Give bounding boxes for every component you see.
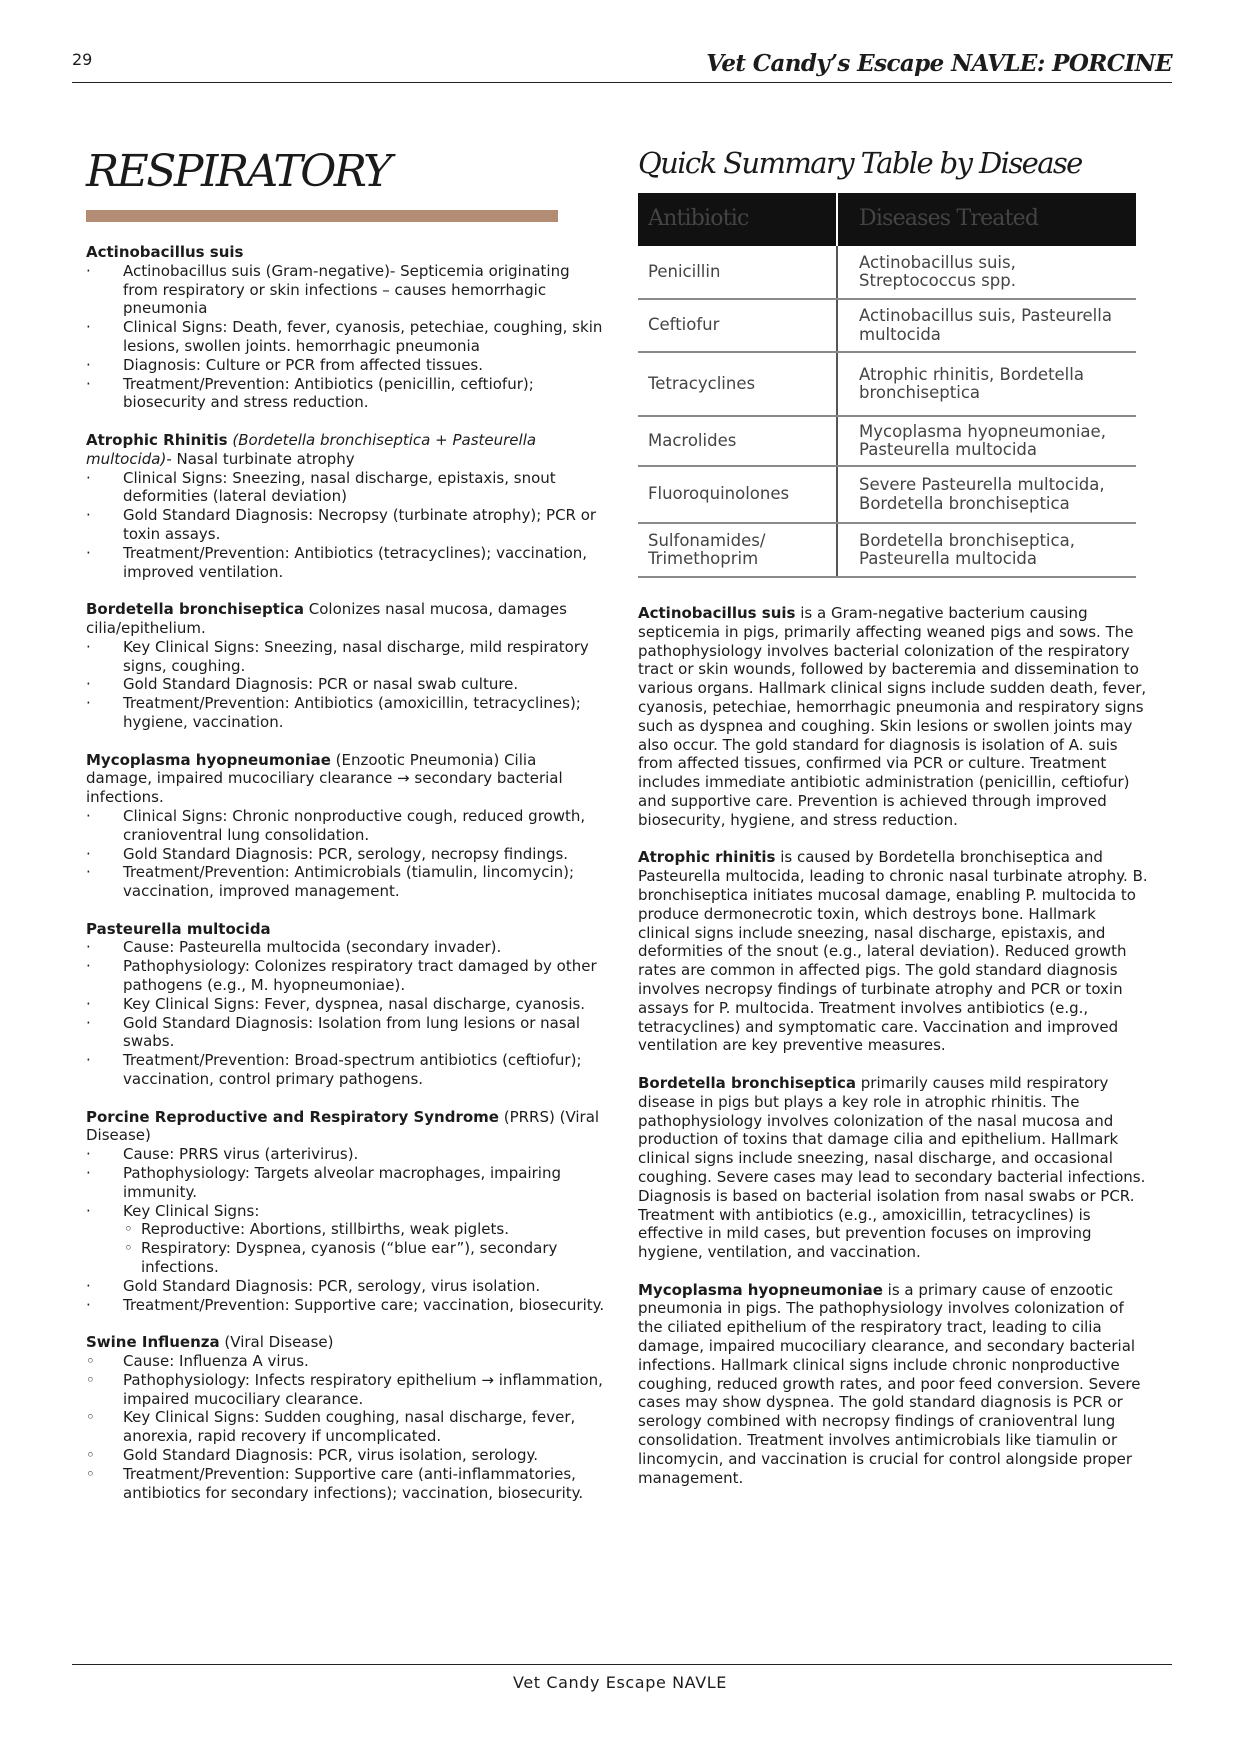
list-item: · Treatment/Prevention: Antibiotics (penicillin, ceftiofur); biosecurity and stress reduction. (86, 375, 606, 413)
table-row (638, 353, 1136, 417)
paragraph-lead: Atrophic rhinitis (638, 848, 776, 867)
list-item: ◦ Treatment/Prevention: Supportive care (anti-inflammatories, antibiotics for secondary infections); vaccination, biosecurity. (86, 1465, 606, 1503)
list-item: · Gold Standard Diagnosis: PCR, serology, virus isolation. (86, 1277, 606, 1296)
paragraph-lead: Mycoplasma hyopneumoniae (638, 1280, 883, 1299)
list-item: · Pathophysiology: Targets alveolar macrophages, impairing immunity. (86, 1164, 606, 1202)
list-item: · Treatment/Prevention: Supportive care; vaccination, biosecurity. (86, 1296, 606, 1315)
list-item: · Cause: PRRS virus (arterivirus). (86, 1145, 606, 1164)
list-item: · Pathophysiology: Colonizes respiratory tract damaged by other pathogens (e.g., M. hyopneumoniae). (86, 957, 606, 995)
paragraph-actinobacillus (638, 604, 1152, 830)
block-heading: Mycoplasma hyopneumoniae (86, 750, 331, 769)
list-item: · Key Clinical Signs: Fever, dyspnea, nasal discharge, cyanosis. (86, 995, 606, 1014)
table-row (638, 417, 1136, 467)
sub-list-item: ◦ Respiratory: Dyspnea, cyanosis (“blue ear”), secondary infections. (86, 1239, 606, 1277)
page-footer: Vet Candy Escape NAVLE (513, 1673, 727, 1692)
prrs-block (86, 1108, 606, 1315)
left-column (86, 243, 606, 1521)
block-heading: Actinobacillus suis (86, 243, 244, 261)
list-item: · Cause: Pasteurella multocida (secondary invader). (86, 938, 606, 957)
table-row (638, 467, 1136, 524)
list-item: ◦ Pathophysiology: Infects respiratory epithelium → inflammation, impaired mucociliary clearance. (86, 1371, 606, 1409)
mycoplasma-block (86, 751, 606, 901)
list-item: · Gold Standard Diagnosis: PCR or nasal swab culture. (86, 675, 606, 694)
list-item: · Treatment/Prevention: Antimicrobials (tiamulin, lincomycin); vaccination, improved management. (86, 863, 606, 901)
block-heading: Atrophic Rhinitis (86, 430, 228, 449)
bullet-list (86, 1145, 606, 1314)
footer-rule (72, 1664, 1172, 1665)
block-heading: Bordetella bronchiseptica (86, 600, 305, 619)
block-description: (Viral Disease) (219, 1333, 334, 1352)
paragraph-atrophic-rhinitis (638, 848, 1152, 1055)
swine-influenza-block (86, 1333, 606, 1502)
column-header-antibiotic: Antibiotic (638, 193, 838, 246)
sub-list-item: ◦ Reproductive: Abortions, stillbirths, weak piglets. (86, 1220, 606, 1239)
block-heading: Swine Influenza (86, 1333, 220, 1352)
table-title: Quick Summary Table by Disease (638, 146, 1082, 180)
block-intro (86, 1333, 606, 1352)
antibiotic-cell: Sulfonamides/ Trimethoprim (638, 524, 838, 576)
paragraph-lead: Actinobacillus suis (638, 604, 796, 622)
paragraph-body: is a Gram-negative bacterium causing septicemia in pigs, primarily affecting weaned pigs and sows. The pathophysiology involves bacterial colonization of the respiratory tract or skin wounds, followed by bacteremia and dissemination to various organs. Hallmark clinical signs include sudden death, fever, cyanosis, petechiae, hemorrhagic pneumonia and respiratory signs such as dyspnea and coughing. Skin lesions or swollen joints may also occur. The gold standard for diagnosis is isolation of A. suis from affected tissues, confirmed via PCR or culture. Treatment includes immediate antibiotic administration (penicillin, ceftiofur) and supportive care. Prevention is achieved through improved biosecurity, hygiene, and stress reduction. (638, 604, 1147, 829)
bullet-list (86, 262, 606, 412)
list-item: · Clinical Signs: Sneezing, nasal discharge, epistaxis, snout deformities (lateral deviation) (86, 469, 606, 507)
list-item: · Actinobacillus suis (Gram-negative)- Septicemia originating from respiratory or skin infections – causes hemorrhagic pneumonia (86, 262, 606, 318)
paragraph-bordetella (638, 1074, 1152, 1262)
accent-bar (86, 210, 558, 222)
list-item: ◦ Cause: Influenza A virus. (86, 1352, 606, 1371)
block-heading: Pasteurella multocida (86, 919, 271, 938)
list-item: · Treatment/Prevention: Antibiotics (tetracyclines); vaccination, improved ventilation. (86, 544, 606, 582)
antibiotic-cell: Fluoroquinolones (638, 467, 838, 522)
section-title: RESPIRATORY (86, 146, 390, 197)
antibiotic-cell: Ceftiofur (638, 300, 838, 351)
list-item: · Clinical Signs: Chronic nonproductive cough, reduced growth, cranioventral lung consolidation. (86, 807, 606, 845)
block-intro (86, 751, 606, 807)
block-heading-italic: (Bordetella bronchiseptica + Pasteurella multocida) (86, 430, 537, 468)
block-intro (86, 600, 606, 638)
atrophic-rhinitis-block (86, 431, 606, 581)
bullet-list (86, 469, 606, 582)
antibiotic-cell: Macrolides (638, 417, 838, 465)
bullet-list (86, 938, 606, 1088)
list-item: · Gold Standard Diagnosis: Isolation from lung lesions or nasal swabs. (86, 1014, 606, 1052)
block-heading: Porcine Reproductive and Respiratory Syndrome (86, 1107, 499, 1126)
header-rule (72, 82, 1172, 83)
list-item: · Key Clinical Signs: (86, 1202, 606, 1221)
paragraph-body: primarily causes mild respiratory disease in pigs but plays a key role in atrophic rhinitis. The pathophysiology involves colonization of the nasal mucosa and production of toxins that damage cilia and epithelium. Hallmark clinical signs include sneezing, nasal discharge, and occasional coughing. Severe cases may lead to secondary bacterial infections. Diagnosis is based on bacterial isolation from nasal swabs or PCR. Treatment with antibiotics (e.g., amoxicillin, tetracyclines) is effective in mild cases, but prevention focuses on improving hygiene, ventilation, and vaccination. (638, 1073, 1146, 1262)
block-description: (PRRS) (Viral Disease) (86, 1107, 600, 1145)
block-description: - Nasal turbinate atrophy (166, 449, 355, 468)
block-intro (86, 1108, 606, 1146)
table-header-row (638, 193, 1136, 246)
summary-table (638, 193, 1136, 578)
pasteurella-block (86, 920, 606, 1089)
block-intro (86, 431, 606, 469)
list-item: · Clinical Signs: Death, fever, cyanosis, petechiae, coughing, skin lesions, swollen joints. hemorrhagic pneumonia (86, 318, 606, 356)
bordetella-block (86, 600, 606, 732)
table-row (638, 300, 1136, 353)
column-header-diseases: Diseases Treated (859, 206, 1039, 232)
paragraph-body: is a primary cause of enzootic pneumonia in pigs. The pathophysiology involves colonization of the ciliated epithelium of the respiratory tract, leading to cilia damage, impaired mucociliary clearance, and secondary bacterial infections. Hallmark clinical signs include chronic nonproductive coughing, reduced growth rates, and poor feed conversion. Severe cases may show dyspnea. The gold standard diagnosis is PCR or serology combined with necropsy findings of cranioventral lung consolidation. Treatment involves antimicrobials like tiamulin or lincomycin, and vaccination is crucial for control alongside proper management. (638, 1280, 1141, 1487)
list-item: · Treatment/Prevention: Broad-spectrum antibiotics (ceftiofur); vaccination, control primary pathogens. (86, 1051, 606, 1089)
page-number: 29 (72, 50, 93, 69)
list-item: ◦ Gold Standard Diagnosis: PCR, virus isolation, serology. (86, 1446, 606, 1465)
bullet-list (86, 1352, 606, 1502)
list-item: · Gold Standard Diagnosis: PCR, serology, necropsy findings. (86, 845, 606, 864)
list-item: · Gold Standard Diagnosis: Necropsy (turbinate atrophy); PCR or toxin assays. (86, 506, 606, 544)
bullet-list (86, 807, 606, 901)
paragraph-mycoplasma (638, 1281, 1152, 1488)
paragraph-lead: Bordetella bronchiseptica (638, 1073, 857, 1092)
list-item: · Diagnosis: Culture or PCR from affected tissues. (86, 356, 606, 375)
antibiotic-cell: Tetracyclines (638, 353, 838, 415)
paragraph-body: is caused by Bordetella bronchiseptica and Pasteurella multocida, leading to chronic nasal turbinate atrophy. B. bronchiseptica initiates mucosal damage, enabling P. multocida to produce dermonecrotic toxin, which destroys bone. Hallmark clinical signs include sneezing, nasal discharge, epistaxis, and deformities of the snout (e.g., lateral deviation). Reduced growth rates are common in affected pigs. The gold standard diagnosis involves necropsy findings of turbinate atrophy and PCR or toxin assays for P. multocida. Treatment involves antibiotics (e.g., tetracyclines) and symptomatic care. Vaccination and improved ventilation are key preventive measures. (638, 848, 1148, 1055)
diseases-cell: Actinobacillus suis, Pasteurella multocida (859, 306, 1112, 344)
antibiotic-cell: Penicillin (638, 246, 838, 298)
actinobacillus-block (86, 243, 606, 412)
diseases-cell: Actinobacillus suis, Streptococcus spp. (859, 252, 1016, 290)
right-column (638, 604, 1152, 1506)
block-description: Colonizes nasal mucosa, damages cilia/epithelium. (86, 600, 567, 637)
table-row (638, 246, 1136, 300)
diseases-cell: Atrophic rhinitis, Bordetella bronchiseptica (859, 364, 1084, 402)
list-item: ◦ Key Clinical Signs: Sudden coughing, nasal discharge, fever, anorexia, rapid recovery if uncomplicated. (86, 1408, 606, 1446)
diseases-cell: Bordetella bronchiseptica, Pasteurella multocida (859, 530, 1075, 568)
table-row (638, 524, 1136, 578)
running-header-title: Vet Candy’s Escape NAVLE: PORCINE (706, 50, 1172, 77)
list-item: · Treatment/Prevention: Antibiotics (amoxicillin, tetracyclines); hygiene, vaccination. (86, 694, 606, 732)
list-item: · Key Clinical Signs: Sneezing, nasal discharge, mild respiratory signs, coughing. (86, 638, 606, 676)
diseases-cell: Mycoplasma hyopneumoniae, Pasteurella multocida (859, 421, 1106, 459)
diseases-cell: Severe Pasteurella multocida, Bordetella bronchiseptica (859, 475, 1105, 513)
bullet-list (86, 638, 606, 732)
block-description: (Enzootic Pneumonia) Cilia damage, impaired mucociliary clearance → secondary bacterial infections. (86, 750, 563, 807)
